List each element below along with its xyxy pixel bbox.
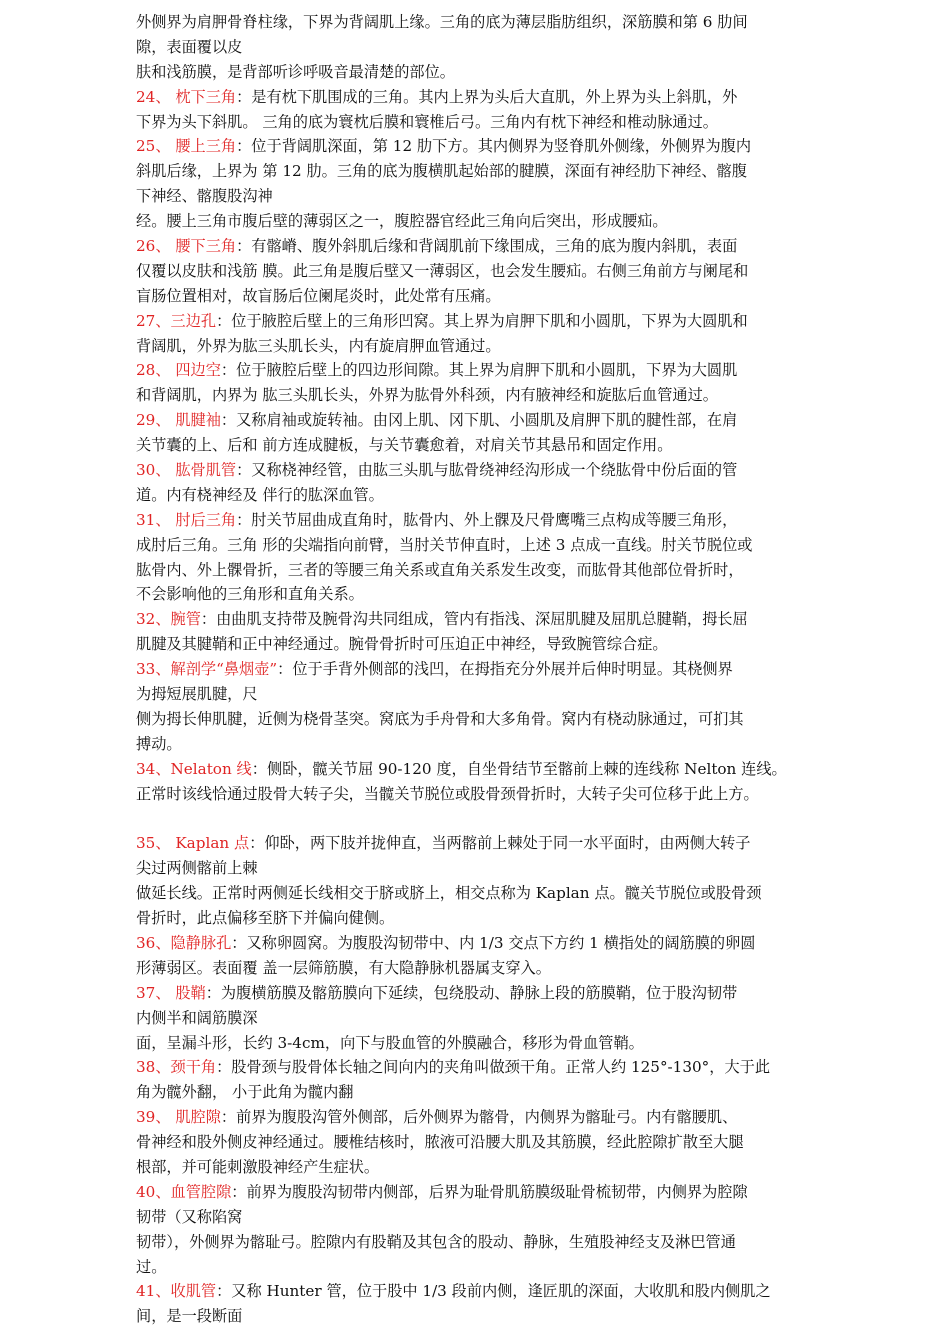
entry-text: 肱骨内、外上髁骨折，三者的等腰三角关系或直角关系发生改变，而肱骨其他部位骨折时， bbox=[136, 560, 744, 579]
entry-line bbox=[136, 607, 826, 632]
entry-text: 肌腱及其腱鞘和正中神经通过。腕骨骨折时可压迫正中神经，导致腕管综合症。 bbox=[136, 635, 668, 654]
entry-text: 斜肌后缘，上界为 第 12 肋。三角的底为腹横肌起始部的腱膜，深面有神经肋下神经、髂腹 bbox=[136, 162, 747, 181]
entry-line bbox=[136, 35, 826, 60]
entry-line bbox=[136, 682, 826, 707]
entry-e25 bbox=[136, 134, 826, 234]
entry-text: 背阔肌，外界为肱三头肌长头，内有旋肩胛血管通过。 bbox=[136, 336, 501, 355]
entry-e30 bbox=[136, 458, 826, 508]
entry-line bbox=[136, 408, 826, 433]
entry-text: 下界为头下斜肌。 三角的底为寰枕后膜和寰椎后弓。三角内有枕下神经和椎动脉通过。 bbox=[136, 112, 718, 131]
entry-line bbox=[136, 632, 826, 657]
entry-line bbox=[136, 906, 826, 931]
entry-text: 搏动。 bbox=[136, 734, 182, 753]
entry-line bbox=[136, 483, 826, 508]
entry-text: ：前界为腹股沟管外侧部，后外侧界为髂骨，内侧界为髂耻弓。内有髂腰肌、 bbox=[220, 1108, 738, 1127]
entry-line bbox=[136, 757, 826, 782]
entry-term: 34、Nelaton 线 bbox=[136, 759, 252, 778]
entry-e37 bbox=[136, 981, 826, 1056]
entry-text: ：位于腋腔后壁上的三角形凹窝。其上界为肩胛下肌和小圆肌，下界为大圆肌和 bbox=[216, 311, 748, 330]
entry-term: 24、 枕下三角 bbox=[136, 87, 237, 106]
entry-line bbox=[136, 259, 826, 284]
entry-term: 37、 股鞘 bbox=[136, 983, 206, 1002]
document-page bbox=[136, 10, 826, 1329]
entry-line bbox=[136, 209, 826, 234]
entry-term: 25、 腰上三角 bbox=[136, 137, 237, 156]
entry-line bbox=[136, 881, 826, 906]
entry-text: 侧为拇长伸肌腱，近侧为桡骨茎突。窝底为手舟骨和大多角骨。窝内有桡动脉通过，可扪其 bbox=[136, 709, 744, 728]
entry-line bbox=[136, 1180, 826, 1205]
entry-line bbox=[136, 1230, 826, 1255]
entry-line bbox=[136, 309, 826, 334]
entry-text: ：由曲肌支持带及腕骨沟共同组成，管内有指浅、深屈肌腱及屈肌总腱鞘，拇长屈 bbox=[200, 610, 748, 629]
entry-term: 30、 肱骨肌管 bbox=[136, 461, 237, 480]
entry-text: 盲肠位置相对，故盲肠后位阑尾炎时，此处常有压痛。 bbox=[136, 286, 501, 305]
entry-text: 角为髋外翻， 小于此角为髋内翻 bbox=[136, 1083, 354, 1102]
entry-text: 不会影响他的三角形和直角关系。 bbox=[136, 585, 364, 604]
entry-text: 成肘后三角。三角 形的尖端指向前臂，当肘关节伸直时，上述 3 点成一直线。肘关节脱位或 bbox=[136, 535, 753, 554]
entry-text: 间，是一段断面 bbox=[136, 1307, 243, 1326]
entry-line bbox=[136, 657, 826, 682]
entry-line bbox=[136, 558, 826, 583]
entry-line bbox=[136, 1105, 826, 1130]
entry-text: ：侧卧，髋关节屈 90-120 度，自坐骨结节至髂前上棘的连线称 Nelton 连线。 bbox=[251, 759, 787, 778]
entry-text: ：肘关节屈曲成直角时，肱骨内、外上髁及尺骨鹰嘴三点构成等腰三角形， bbox=[236, 510, 738, 529]
entry-text: 内侧半和阔筋膜深 bbox=[136, 1008, 258, 1027]
entry-term: 26、 腰下三角 bbox=[136, 237, 237, 256]
entry-e31 bbox=[136, 508, 826, 608]
entry-term: 29、 肌腱袖 bbox=[136, 411, 221, 430]
entry-text: ：股骨颈与股骨体长轴之间向内的夹角叫做颈干角。正常人约 125°-130°，大于此 bbox=[216, 1058, 771, 1077]
entry-term: 28、 四边空 bbox=[136, 361, 221, 380]
entry-line bbox=[136, 334, 826, 359]
entry-line bbox=[136, 110, 826, 135]
entry-text: ：位于腋腔后壁上的四边形间隙。其上界为肩胛下肌和小圆肌，下界为大圆肌 bbox=[220, 361, 738, 380]
entry-line bbox=[136, 458, 826, 483]
entry-e38 bbox=[136, 1055, 826, 1105]
entry-line bbox=[136, 582, 826, 607]
entry-line bbox=[136, 981, 826, 1006]
entry-line bbox=[136, 856, 826, 881]
entry-text: 骨神经和股外侧皮神经通过。腰椎结核时，脓液可沿腰大肌及其筋膜，经此腔隙扩散至大腿 bbox=[136, 1133, 744, 1152]
entry-e35 bbox=[136, 831, 826, 931]
entry-line bbox=[136, 10, 826, 35]
entry-line bbox=[136, 1304, 826, 1329]
entry-line bbox=[136, 1031, 826, 1056]
entry-e24 bbox=[136, 85, 826, 135]
entry-text: ：又称卵圆窝。为腹股沟韧带中、内 1/3 交点下方约 1 横指处的阔筋膜的卵圆 bbox=[231, 933, 756, 952]
entry-e34 bbox=[136, 757, 826, 832]
entry-text: ：是有枕下肌围成的三角。其内上界为头后大直肌，外上界为头上斜肌，外 bbox=[236, 87, 738, 106]
entry-e41 bbox=[136, 1279, 826, 1329]
entry-text: ：又称桡神经管，由肱三头肌与肱骨绕神经沟形成一个绕肱骨中份后面的管 bbox=[236, 461, 738, 480]
entry-term: 31、 肘后三角 bbox=[136, 510, 237, 529]
entry-text: ：又称肩袖或旋转袖。由冈上肌、冈下肌、小圆肌及肩胛下肌的腱性部，在肩 bbox=[220, 411, 738, 430]
entry-text: 为拇短展肌腱，尺 bbox=[136, 685, 258, 704]
entry-text: 面，呈漏斗形，长约 3-4cm，向下与股血管的外膜融合，移形为骨血管鞘。 bbox=[136, 1033, 644, 1052]
entry-text: 做延长线。正常时两侧延长线相交于脐或脐上，相交点称为 Kaplan 点。髋关节脱位或股骨颈 bbox=[136, 884, 762, 903]
entry-text: 韧带（又称陷窝 bbox=[136, 1207, 243, 1226]
entry-e39 bbox=[136, 1105, 826, 1180]
entry-text: 仅覆以皮肤和浅筋 膜。此三角是腹后壁又一薄弱区，也会发生腰疝。右侧三角前方与阑尾和 bbox=[136, 261, 749, 280]
entry-e36 bbox=[136, 931, 826, 981]
entry-line bbox=[136, 1130, 826, 1155]
entry-text: ：有髂嵴、腹外斜肌后缘和背阔肌前下缘围成，三角的底为腹内斜肌，表面 bbox=[236, 237, 738, 256]
entry-text: 尖过两侧髂前上棘 bbox=[136, 859, 258, 878]
entry-line bbox=[136, 358, 826, 383]
entry-line bbox=[136, 782, 826, 807]
entry-line bbox=[136, 1080, 826, 1105]
entry-text: 肤和浅筋膜，是背部听诊呼吸音最清楚的部位。 bbox=[136, 62, 455, 81]
entry-term: 27、三边孔 bbox=[136, 311, 217, 330]
entry-text: ：位于手背外侧部的浅凹，在拇指充分外展并后伸时明显。其桡侧界 bbox=[277, 660, 733, 679]
entry-e33 bbox=[136, 657, 826, 757]
entry-text: 韧带），外侧界为髂耻弓。腔隙内有股鞘及其包含的股动、静脉，生殖股神经支及淋巴管通 bbox=[136, 1232, 736, 1251]
entry-line bbox=[136, 508, 826, 533]
entry-line bbox=[136, 956, 826, 981]
entry-text: 下神经、髂腹股沟神 bbox=[136, 187, 273, 206]
entry-line bbox=[136, 1006, 826, 1031]
entry-line bbox=[136, 284, 826, 309]
entry-text: 和背阔肌，内界为 肱三头肌长头，外界为肱骨外科颈，内有腋神经和旋肱后血管通过。 bbox=[136, 386, 718, 405]
entry-e26 bbox=[136, 234, 826, 309]
entry-text: 骨折时，此点偏移至脐下并偏向健侧。 bbox=[136, 909, 395, 928]
entry-text: 道。内有桡神经及 伴行的肱深血管。 bbox=[136, 485, 384, 504]
entry-line bbox=[136, 134, 826, 159]
entry-line bbox=[136, 234, 826, 259]
entry-text: 外侧界为肩胛骨脊柱缘，下界为背阔肌上缘。三角的底为薄层脂肪组织，深筋膜和第 6 肋间 bbox=[136, 13, 748, 31]
blank-line bbox=[136, 807, 826, 832]
entry-term: 32、腕管 bbox=[136, 610, 201, 629]
entry-text: 关节囊的上、后和 前方连成腱板，与关节囊愈着，对肩关节其悬吊和固定作用。 bbox=[136, 436, 673, 455]
entry-term: 38、颈干角 bbox=[136, 1058, 217, 1077]
entry-term: 33、解剖学“鼻烟壶” bbox=[136, 660, 278, 679]
entry-term: 35、 Kaplan 点 bbox=[136, 834, 250, 853]
entry-e27 bbox=[136, 309, 826, 359]
entry-term: 39、 肌腔隙 bbox=[136, 1108, 221, 1127]
entry-term: 40、血管腔隙 bbox=[136, 1182, 232, 1201]
entry-text: 形薄弱区。表面覆 盖一层筛筋膜，有大隐静脉机器属支穿入。 bbox=[136, 958, 551, 977]
entry-text: ：又称 Hunter 管，位于股中 1/3 段前内侧，逢匠肌的深面，大收肌和股内侧肌之 bbox=[216, 1282, 771, 1301]
entry-line bbox=[136, 831, 826, 856]
entry-line bbox=[136, 159, 826, 184]
entry-text: ：位于背阔肌深面，第 12 肋下方。其内侧界为竖脊肌外侧缘，外侧界为腹内 bbox=[236, 137, 752, 156]
entry-line bbox=[136, 1205, 826, 1230]
entry-e28 bbox=[136, 358, 826, 408]
entry-line bbox=[136, 533, 826, 558]
entry-e40 bbox=[136, 1180, 826, 1280]
entry-text: 隙，表面覆以皮 bbox=[136, 37, 243, 56]
entry-line bbox=[136, 931, 826, 956]
entry-e23 bbox=[136, 10, 826, 85]
entry-e32 bbox=[136, 607, 826, 657]
entry-line bbox=[136, 707, 826, 732]
entry-text: 经。腰上三角市腹后壁的薄弱区之一，腹腔器官经此三角向后突出，形成腰疝。 bbox=[136, 212, 668, 231]
entry-e29 bbox=[136, 408, 826, 458]
entry-text: ：仰卧，两下肢并拢伸直，当两髂前上棘处于同一水平面时，由两侧大转子 bbox=[249, 834, 751, 853]
entry-line bbox=[136, 1055, 826, 1080]
entry-text: 根部，并可能刺激股神经产生症状。 bbox=[136, 1157, 379, 1176]
entry-line bbox=[136, 383, 826, 408]
entry-line bbox=[136, 184, 826, 209]
entry-line bbox=[136, 732, 826, 757]
entry-line bbox=[136, 433, 826, 458]
entry-text: ：为腹横筋膜及髂筋膜向下延续，包绕股动、静脉上段的筋膜鞘，位于股沟韧带 bbox=[205, 983, 738, 1002]
entry-text: 正常时该线恰通过股骨大转子尖，当髋关节脱位或股骨颈骨折时，大转子尖可位移于此上方。 bbox=[136, 784, 759, 803]
entry-line bbox=[136, 1279, 826, 1304]
entry-line bbox=[136, 1255, 826, 1280]
entry-text: ：前界为腹股沟韧带内侧部，后界为耻骨肌筋膜级耻骨梳韧带，内侧界为腔隙 bbox=[231, 1182, 748, 1201]
entry-line bbox=[136, 85, 826, 110]
entry-text: 过。 bbox=[136, 1257, 167, 1276]
entry-line bbox=[136, 1155, 826, 1180]
entry-term: 41、收肌管 bbox=[136, 1282, 217, 1301]
entry-term: 36、隐静脉孔 bbox=[136, 933, 232, 952]
entry-line bbox=[136, 60, 826, 85]
